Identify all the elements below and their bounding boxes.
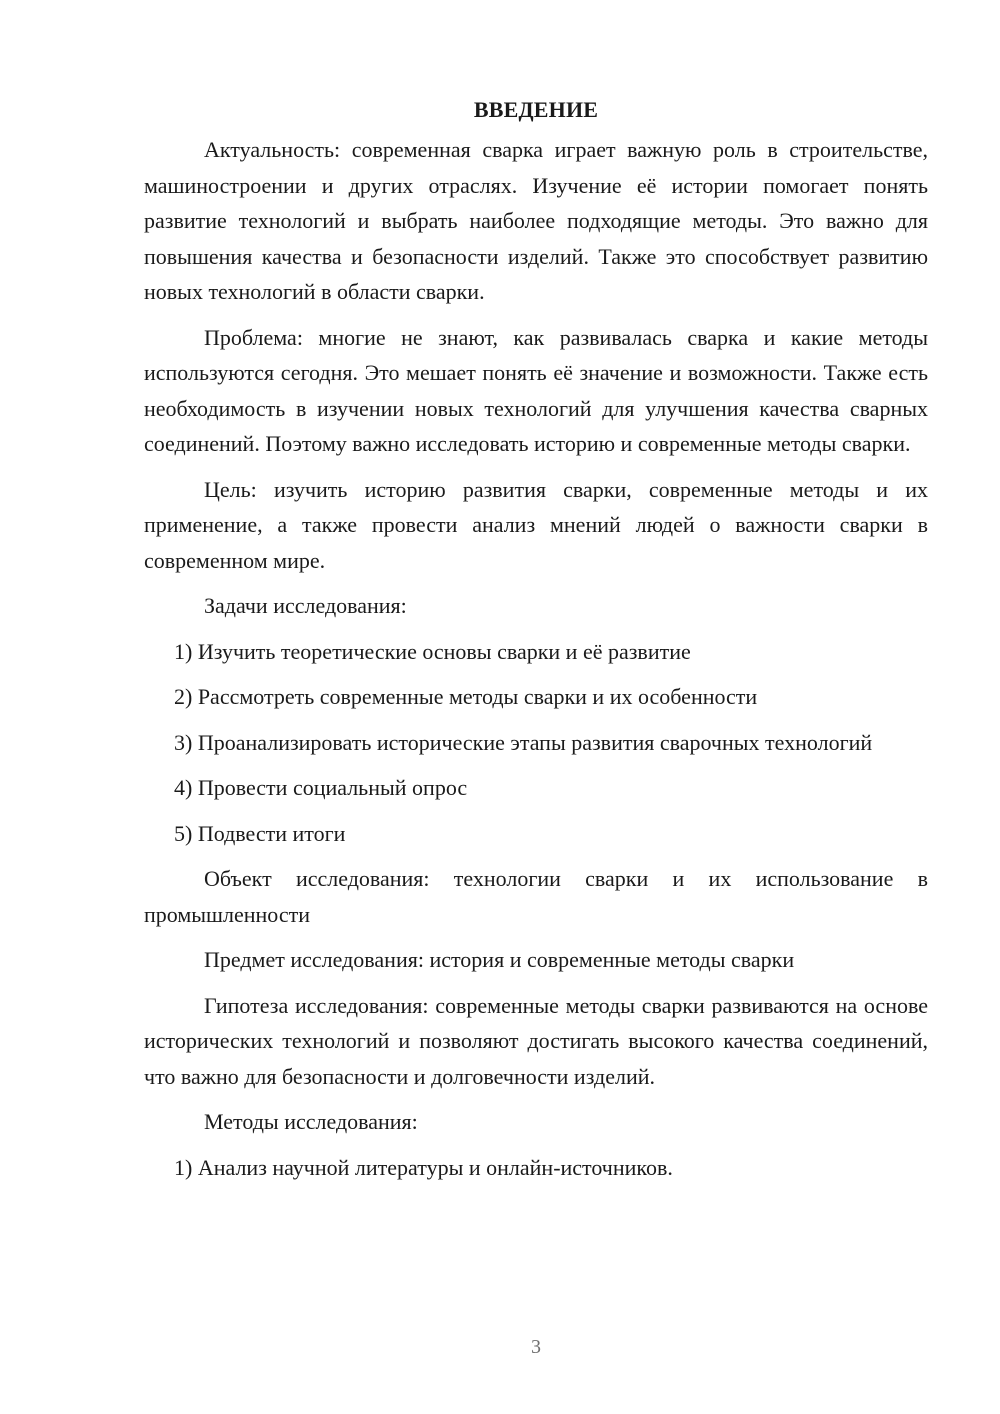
goal-paragraph: Цель: изучить историю развития сварки, современные методы и их применение, а также провести анализ мнений людей о важности сварки в современном мире. [144, 476, 928, 573]
task-item-1: 1) Изучить теоретические основы сварки и её развитие [174, 638, 691, 664]
tasks-heading: Задачи исследования: [204, 593, 407, 618]
task-item-2: 2) Рассмотреть современные методы сварки и их особенности [174, 684, 758, 709]
object-paragraph: Объект исследования: технологии сварки и их использование в промышленности [144, 866, 928, 927]
task-item-5: 5) Подвести итоги [174, 820, 346, 846]
subject-paragraph: Предмет исследования: история и современные методы сварки [204, 947, 795, 972]
page-title: ВВЕДЕНИЕ [473, 97, 599, 122]
methods-heading: Методы исследования: [204, 1109, 418, 1134]
relevance-paragraph: Актуальность: современная сварка играет важную роль в строительстве, машиностроении и других отраслях. Изучение её истории помогает понять развитие технологий и выбрать наиболее подходящие методы. Это важно для повышения качества и безопасности изделий. Также это способствует развитию новых технологий в области сварки. [144, 137, 928, 304]
method-item-1: 1) Анализ научной литературы и онлайн-источников. [174, 1154, 673, 1180]
task-item-3: 3) Проанализировать исторические этапы развития сварочных технологий [174, 729, 873, 755]
task-item-4: 4) Провести социальный опрос [174, 775, 468, 800]
page-number: 3 [531, 1336, 541, 1358]
hypothesis-paragraph: Гипотеза исследования: современные методы сварки развиваются на основе исторических технологий и позволяют достигать высокого качества соединений, что важно для безопасности и долговечности изделий. [144, 992, 928, 1089]
document-page [144, 92, 928, 1195]
problem-paragraph: Проблема: многие не знают, как развивалась сварка и какие методы используются сегодня. Это мешает понять её значение и возможности. Также есть необходимость в изучении новых технологий для улучшения качества сварных соединений. Поэтому важно исследовать историю и современные методы сварки. [144, 324, 928, 456]
